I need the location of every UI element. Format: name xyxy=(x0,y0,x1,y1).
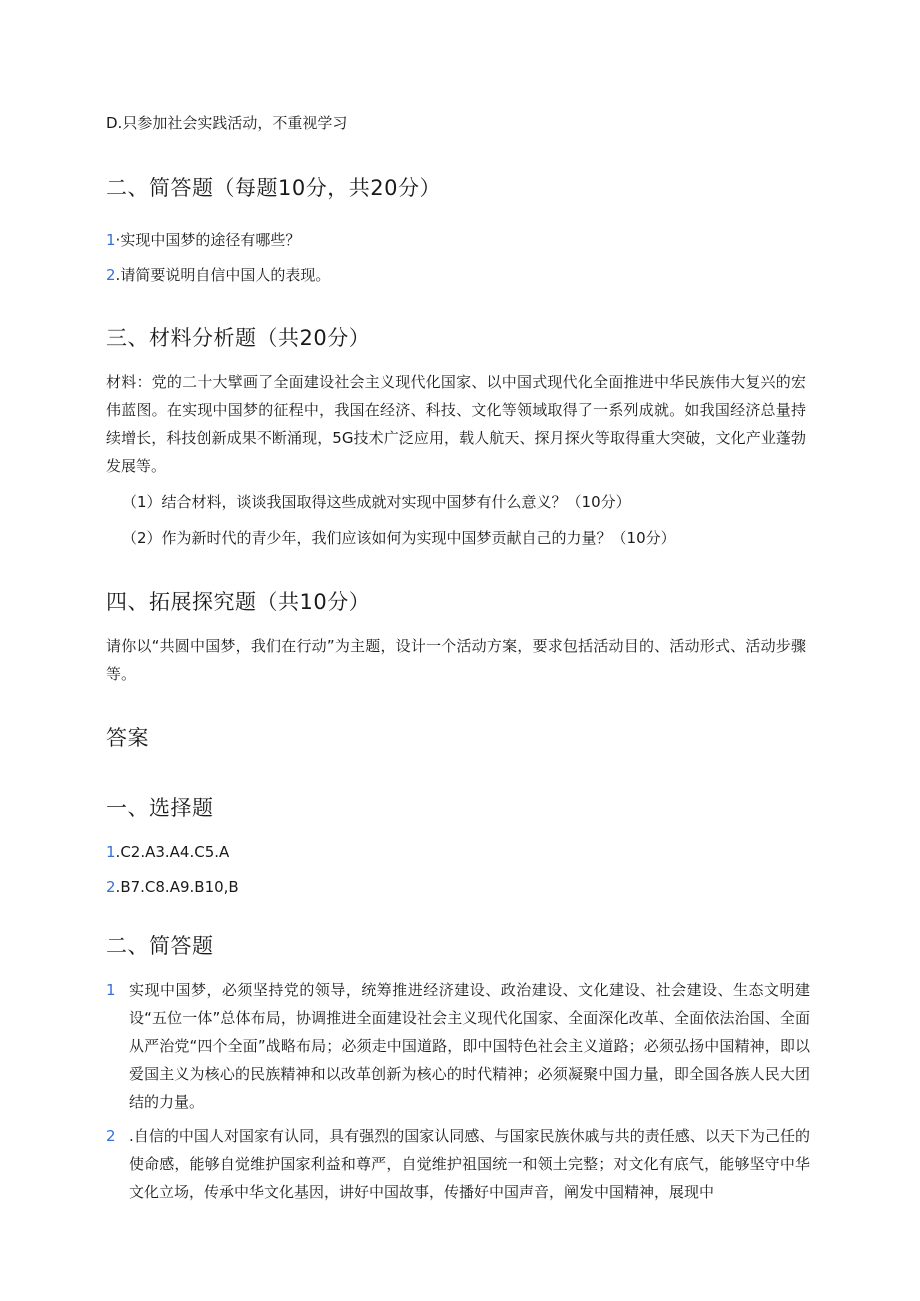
question-number: 1 xyxy=(106,231,116,249)
extension-text: 请你以“共圆中国梦，我们在行动”为主题，设计一个活动方案，要求包括活动目的、活动形式、活动步骤等。 xyxy=(106,637,806,683)
short-answer-heading: 二、简答题（每题10分，共20分） xyxy=(106,176,441,200)
answer-number: 1 xyxy=(106,981,116,999)
material-text: 材料：党的二十大擘画了全面建设社会主义现代化国家、以中国式现代化全面推进中华民族伟大复兴的宏伟蓝图。在实现中国梦的征程中，我国在经济、科技、文化等领域取得了一系列成就。如我国经济总量持续增长，科技创新成果不断涌现，5G技术广泛应用，载人航天、探月探火等取得重大突破，文化产业蓬勃发展等。 xyxy=(106,373,806,475)
answer-text: .B7.C8.A9.B10,B xyxy=(115,878,239,896)
answer-number: 2 xyxy=(106,1127,116,1145)
short-answer-question-2 xyxy=(106,265,330,285)
answer-number: 2 xyxy=(106,878,116,896)
answer-item-1 xyxy=(106,976,810,1116)
material-question-1: （1）结合材料，谈谈我国取得这些成就对实现中国梦有什么意义？（10分） xyxy=(122,493,631,511)
question-number: 2 xyxy=(106,266,116,284)
material-heading: 三、材料分析题（共20分） xyxy=(106,326,371,350)
answers-choice-line-1 xyxy=(106,842,229,862)
question-text: .请简要说明自信中国人的表现。 xyxy=(115,266,331,284)
material-question-2: （2）作为新时代的青少年，我们应该如何为实现中国梦贡献自己的力量？（10分） xyxy=(122,529,676,547)
answers-title: 答案 xyxy=(106,726,149,750)
answer-text: 实现中国梦，必须坚持党的领导，统筹推进经济建设、政治建设、文化建设、社会建设、生态文明建设“五位一体”总体布局，协调推进全面建设社会主义现代化国家、全面深化改革、全面依法治国、全面从严治党“四个全面”战略布局；必须走中国道路，即中国特色社会主义道路；必须弘扬中国精神，即以爱国主义为核心的民族精神和以改革创新为核心的时代精神；必须凝聚中国力量，即全国各族人民大团结的力量。 xyxy=(129,981,810,1111)
answer-text: .C2.A3.A4.C5.A xyxy=(115,843,230,861)
choice-option-d: D.只参加社会实践活动，不重视学习 xyxy=(106,114,348,132)
extension-heading: 四、拓展探究题（共10分） xyxy=(106,590,371,614)
answers-choice-line-2 xyxy=(106,877,239,897)
question-text: ·实现中国梦的途径有哪些？ xyxy=(115,231,301,249)
answers-short-heading: 二、简答题 xyxy=(106,934,214,958)
answers-choice-heading: 一、选择题 xyxy=(106,796,214,820)
answer-text: .自信的中国人对国家有认同，具有强烈的国家认同感、与国家民族休戚与共的责任感、以天下为己任的使命感，能够自觉维护国家利益和尊严，自觉维护祖国统一和领土完整；对文化有底气，能够坚守中华文化立场，传承中华文化基因，讲好中国故事，传播好中国声音，阐发中国精神，展现中 xyxy=(129,1127,810,1201)
answer-item-2 xyxy=(106,1122,810,1206)
short-answer-question-1 xyxy=(106,230,300,250)
answer-number: 1 xyxy=(106,843,116,861)
